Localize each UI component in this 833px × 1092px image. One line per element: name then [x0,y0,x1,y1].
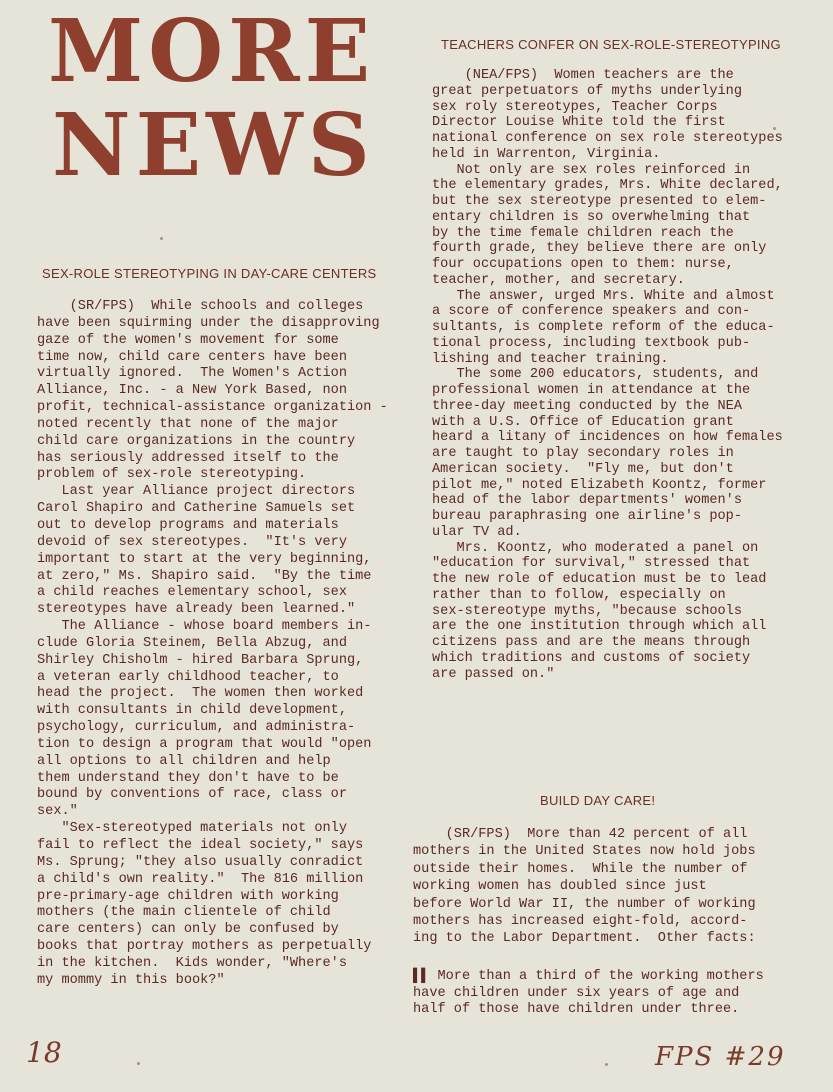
text-line: problem of sex-role stereotyping. [37,467,307,483]
text-line: (SR/FPS) More than 42 percent of all [413,827,748,842]
text-line: out to develop programs and materials [37,517,339,533]
page-number: 18 [26,1036,62,1069]
daycare-article-body [37,299,388,990]
text-line: mothers (the main clientele of child [37,905,331,921]
speckle [605,1063,608,1066]
text-line: The Alliance - whose board members in- [37,619,372,635]
text-line: time now, child care centers have been [37,349,347,365]
text-line: Alliance, Inc. - a New York Based, non [37,383,347,399]
text-line: mothers has increased eight-fold, accord- [413,914,748,930]
text-line: stereotypes have already been learned." [37,602,356,618]
build-article-body [413,826,756,948]
text-line: three-day meeting conducted by the NEA [432,398,742,414]
text-line: Ms. Sprung; "they also usually conradict [37,854,364,870]
text-line: pre-primary-age children with working [37,888,339,904]
text-line: my mommy in this book?" [37,972,225,988]
text-line: (NEA/FPS) Women teachers are the [432,68,734,83]
text-line: devoid of sex stereotypes. "It's very [37,534,347,550]
text-line: sex-stereotype myths, "because schools [432,603,742,619]
text-line: entary children is so overwhelming that [432,209,751,225]
text-line: Shirley Chisholm - hired Barbara Sprung, [37,652,364,668]
text-line: psychology, curriculum, and administra- [37,720,356,736]
text-line: American society. "Fly me, but don't [432,461,734,477]
text-line: ular TV ad. [432,524,522,540]
text-line: Carol Shapiro and Catherine Samuels set [37,501,356,517]
text-line: great perpetuators of myths underlying [432,83,742,99]
text-line: are passed on." [432,666,555,682]
masthead-more: MORE [48,1,376,102]
text-line: head the project. The women then worked [37,686,364,702]
text-line: outside their homes. While the number of [413,861,748,877]
text-line: virtually ignored. The Women's Action [37,366,347,382]
text-line: "Sex-stereotyped materials not only [37,821,347,837]
text-line: bureau paraphrasing one airline's pop- [432,509,742,524]
text-line: the elementary grades, Mrs. White declared, [432,178,783,194]
speckle [773,127,776,130]
masthead-news: NEWS [52,95,375,196]
text-line: bound by conventions of race, class or [37,787,347,803]
text-line: all options to all children and help [37,753,331,769]
text-line: fail to reflect the ideal society," says [37,838,364,853]
daycare-headline: SEX-ROLE STEREOTYPING IN DAY-CARE CENTERS [42,266,377,281]
text-line: before World War II, the number of working [413,896,756,912]
text-line: rather than to follow, especially on [432,587,726,603]
text-line: pilot me," noted Elizabeth Koontz, former [432,477,767,493]
text-line: care centers) can only be confused by [37,922,339,938]
build-article-bullet [413,969,764,1019]
text-line: but the sex stereotype presented to elem- [432,194,767,209]
text-line: mothers in the United States now hold jobs [413,844,756,860]
speckle [160,237,163,240]
issue-label: FPS #29 [655,1042,786,1072]
text-line: have been squirming under the disapproving [37,315,380,331]
text-line: professional women in attendance at the [432,383,751,398]
text-line: a veteran early childhood teacher, to [37,669,339,685]
text-line: are taught to play secondary roles in [432,446,734,461]
text-line: Director Louise White told the first [432,115,726,131]
text-line: The answer, urged Mrs. White and almost [432,288,775,304]
text-line: head of the labor departments' women's [432,493,742,509]
text-line: with a U.S. Office of Education grant [432,414,734,430]
text-line: at zero," Ms. Shapiro said. "By the time [37,568,372,584]
text-line: half of those have children under three. [413,1002,740,1017]
text-line: with consultants in child development, [37,703,347,719]
speckle [137,1062,140,1065]
text-line: sex roly stereotypes, Teacher Corps [432,99,718,115]
text-line: tion to design a program that would "open [37,736,372,752]
text-line: a child reaches elementary school, sex [37,585,347,601]
text-line: working women has doubled since just [413,879,707,895]
text-line: tional process, including textbook pub- [432,335,751,351]
text-line: four occupations open to them: nurse, [432,257,734,272]
text-line: Last year Alliance project directors [37,484,356,500]
text-line: gaze of the women's movement for some [37,332,339,348]
text-line: has seriously addressed itself to the [37,450,339,466]
text-line: profit, technical-assistance organization - [37,400,388,416]
text-line: have children under six years of age and [413,985,740,1001]
text-line: (SR/FPS) While schools and colleges [37,299,364,314]
text-line: The some 200 educators, students, and [432,367,759,383]
text-line: ▌▌ More than a third of the working mothers [413,969,764,984]
text-line: in the kitchen. Kids wonder, "Where's [37,955,347,971]
text-line: which traditions and customs of society [432,650,751,666]
text-line: them understand they don't have to be [37,770,339,786]
text-line: Mrs. Koontz, who moderated a panel on [432,540,759,556]
text-line: teacher, mother, and secretary. [432,272,685,288]
text-line: fourth grade, they believe there are only [432,241,767,257]
text-line: ing to the Labor Department. Other facts: [413,931,756,947]
text-line: heard a litany of incidences on how females [432,430,783,446]
text-line: "education for survival," stressed that [432,556,751,572]
text-line: lishing and teacher training. [432,351,669,367]
build-headline: BUILD DAY CARE! [540,793,656,808]
text-line: Not only are sex roles reinforced in [432,162,751,178]
text-line: child care organizations in the country [37,433,356,449]
text-line: a score of conference speakers and con- [432,304,751,320]
text-line: sultants, is complete reform of the educa- [432,320,775,335]
text-line: held in Warrenton, Virginia. [432,146,661,162]
text-line: a child's own reality." The 816 million [37,871,364,887]
text-line: national conference on sex role stereotypes [432,131,783,146]
text-line: citizens pass and are the means through [432,635,751,650]
text-line: are the one institution through which all [432,619,767,635]
text-line: clude Gloria Steinem, Bella Abzug, and [37,635,347,651]
teachers-article-body [432,68,783,682]
text-line: noted recently that none of the major [37,416,339,432]
text-line: books that portray mothers as perpetually [37,939,372,955]
text-line: sex." [37,804,78,820]
text-line: important to start at the very beginning, [37,551,372,567]
masthead [42,1,382,196]
text-line: by the time female children reach the [432,225,734,241]
text-line: the new role of education must be to lead [432,572,767,587]
teachers-headline: TEACHERS CONFER ON SEX-ROLE-STEREOTYPING [441,37,781,52]
